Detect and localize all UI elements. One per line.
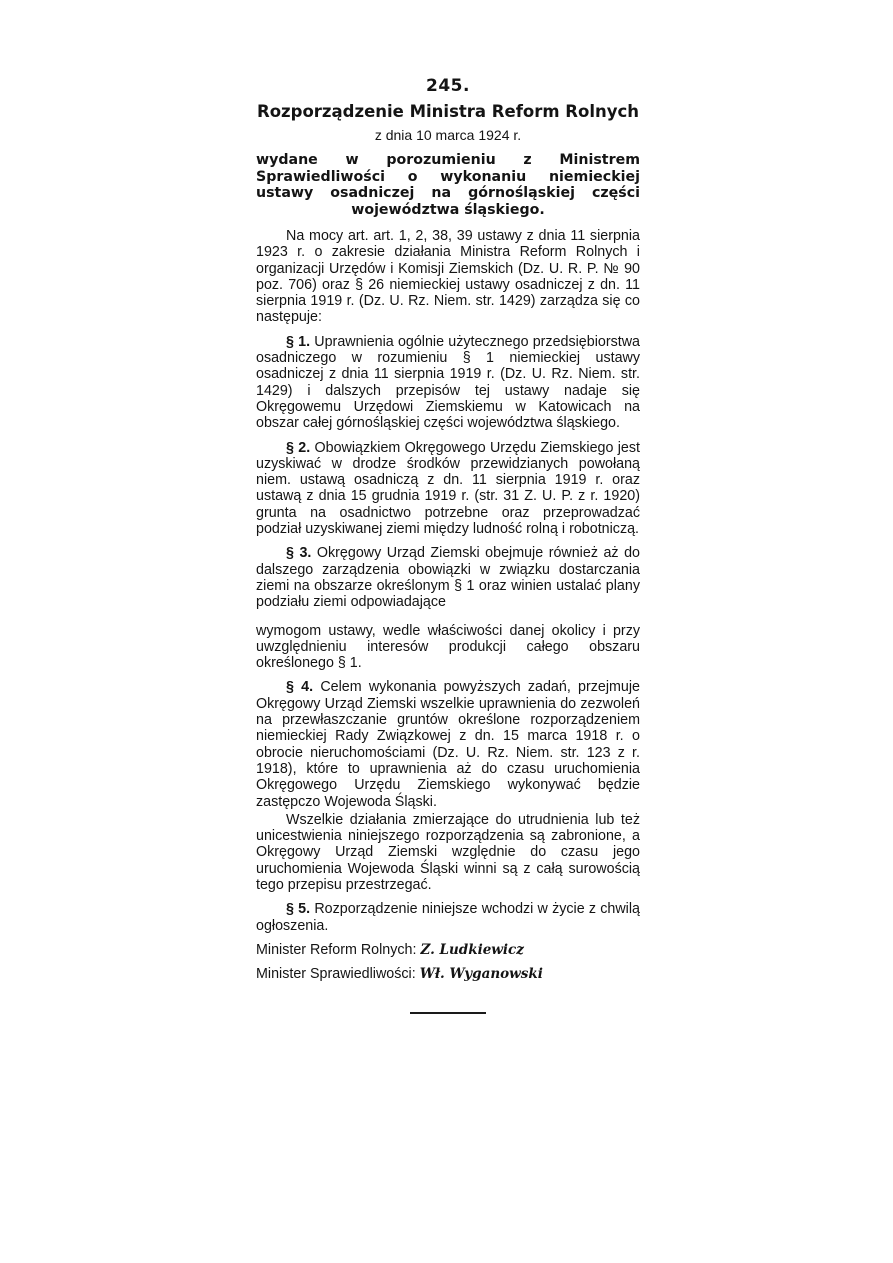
signature-name: Wł. Wyganowski [419, 966, 543, 983]
document-number: 245. [426, 76, 470, 96]
section-4 [256, 679, 640, 809]
document-page [256, 76, 640, 1014]
section-4-extra: Wszelkie działania zmierzające do utrudnienia lub też unicestwienia niniejszego rozporządzenia są zabronione, a Okręgowy Urząd Ziemski względnie do czasu jego uruchomienia Wojewoda Śląski winni są z całą surowością tego przepisu przestrzegać. [256, 811, 640, 893]
section-text: Celem wykonania powyższych zadań, przejmuje Okręgowy Urząd Ziemski wszelkie uprawnienia do zezwoleń na przewłaszczanie gruntów określone rozporządzeniem niemieckiej Rady Związkowej z dn. 15 marca 1918 r. o obrocie nieruchomościami (Dz. U. Rz. Niem. str. 123 z r. 1918), które to uprawnienia aż do czasu uruchomienia Okręgowego Urzędu Ziemskiego wykonywać będzie zastępczo Wojewoda Śląski. [256, 679, 640, 810]
section-text: Okręgowy Urząd Ziemski obejmuje również aż do dalszego zarządzenia obowiązki w związku dostarczania ziemi na obszarze określonym § 1 oraz winien ustalać plany podziału ziemi odpowiadające [256, 545, 640, 611]
signature-role: Minister Reform Rolnych: [256, 941, 417, 958]
section-2 [256, 440, 640, 538]
section-3-continuation: wymogom ustawy, wedle właściwości danej okolicy i przy uwzględnieniu interesów produkcji całego obszaru określonego § 1. [256, 622, 640, 672]
section-label: § 3. [286, 545, 312, 562]
section-5 [256, 901, 640, 934]
section-text: Obowiązkiem Okręgowego Urzędu Ziemskiego jest uzyskiwać w drodze środków przewidzianych powołaną niem. ustawą osadniczą z dn. 11 sierpnia 1919 r. oraz ustawą z dnia 15 grudnia 1919 r. (str. 31 Z. U. P. z r. 1920) grunta na osadnictwo potrzebne oraz przeprowadzać podział uzyskiwanej ziemi między ludność rolną i robotniczą. [256, 439, 640, 538]
signature-name: Z. Ludkiewicz [420, 941, 524, 958]
document-date: z dnia 10 marca 1924 r. [374, 127, 522, 143]
signature-role: Minister Sprawiedliwości: [256, 966, 416, 983]
signature-line [256, 966, 640, 982]
signature-line [256, 942, 640, 958]
end-rule [410, 1012, 486, 1014]
section-1 [256, 334, 640, 432]
document-title: Rozporządzenie Ministra Reform Rolnych [256, 102, 640, 121]
document-subtitle: wydane w porozumieniu z Ministrem Sprawiedliwości o wykonaniu niemieckiej ustawy osadniczej na górnośląskiej części województwa śląskiego. [256, 152, 640, 218]
section-label: § 4. [286, 679, 314, 696]
section-label: § 1. [286, 333, 311, 350]
section-3 [256, 545, 640, 610]
section-text: Rozporządzenie niniejsze wchodzi w życie z chwilą ogłoszenia. [256, 901, 640, 934]
intro-paragraph: Na mocy art. art. 1, 2, 38, 39 ustawy z dnia 11 sierpnia 1923 r. o zakresie działania Ministra Reform Rolnych i organizacji Urzędów i Komisji Ziemskich (Dz. U. R. P. № 90 poz. 706) oraz § 26 niemieckiej ustawy osadniczej z dn. 11 sierpnia 1919 r. (Dz. U. Rz. Niem. str. 1429) zarządza się co następuje: [256, 228, 640, 326]
section-text: Uprawnienia ogólnie użytecznego przedsiębiorstwa osadniczego w rozumieniu § 1 niemieckiej ustawy osadniczej z dnia 11 sierpnia 1919 r. (Dz. U. Rz. Niem. str. 1429) i dalszych przepisów tej ustawy nadaje się Okręgowemu Urzędowi Ziemskiemu w Katowicach na obszar całej górnośląskiej części województwa śląskiego. [256, 333, 640, 432]
section-label: § 2. [286, 439, 311, 456]
section-label: § 5. [286, 901, 311, 918]
